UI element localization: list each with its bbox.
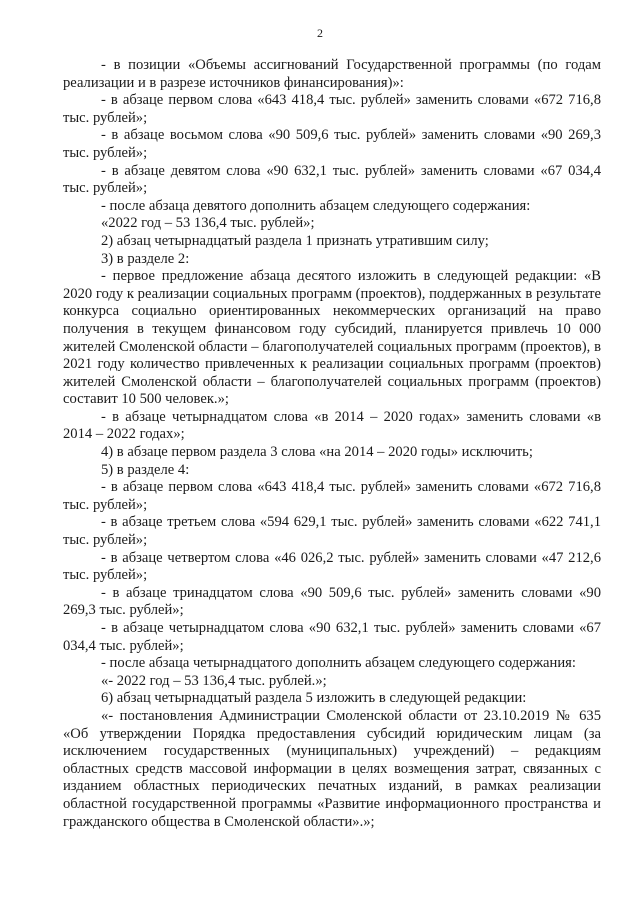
paragraph-20: 6) абзац четырнадцатый раздела 5 изложить в следующей редакции: bbox=[101, 690, 527, 707]
paragraph-6: «2022 год – 53 136,4 тыс. рублей»; bbox=[101, 215, 315, 232]
paragraph-7: 2) абзац четырнадцатый раздела 1 признать утратившим силу; bbox=[101, 232, 489, 249]
paragraph-13: - в абзаце первом слова «643 418,4 тыс. рублей» заменить словами «672 716,8 тыс. рублей»; bbox=[63, 479, 601, 513]
paragraph-17: - в абзаце четырнадцатом слова «90 632,1 тыс. рублей» заменить словами «67 034,4 тыс. рублей»; bbox=[63, 620, 601, 654]
paragraph-16: - в абзаце тринадцатом слова «90 509,6 тыс. рублей» заменить словами «90 269,3 тыс. рублей»; bbox=[63, 584, 601, 619]
paragraph-21: «- постановления Администрации Смоленской области от 23.10.2019 № 635 «Об утверждении Порядка предоставления субсидий юридическим лицам (за исключением государственных (муниципальных) учреждений) – редакциям областных средств массовой информации в целях возмещения затрат, связанных с изданием областных периодических печатных изданий, в рамках реализации областной государственной программы «Развитие информационного пространства и гражданского общества в Смоленской области».»; bbox=[63, 707, 601, 830]
document-body bbox=[63, 57, 601, 831]
paragraph-15: - в абзаце четвертом слова «46 026,2 тыс. рублей» заменить словами «47 212,6 тыс. рублей»; bbox=[63, 549, 601, 584]
paragraph-19: «- 2022 год – 53 136,4 тыс. рублей.»; bbox=[101, 672, 327, 689]
paragraph-9: - первое предложение абзаца десятого изложить в следующей редакции: «В 2020 году к реализации социальных программ (проектов), поддержанных в результате конкурса социально ориентированных некоммерческих организаций на право получения в текущем финансовом году субсидий, планируется привлечь 10 000 жителей Смоленской области – благополучателей социальных программ (проектов), в 2021 году количество привлеченных к реализации социальных программ (проектов) жителей Смоленской области – благополучателей социальных программ (проектов) составит 10 500 человек.»; bbox=[63, 268, 601, 408]
paragraph-3: - в абзаце восьмом слова «90 509,6 тыс. рублей» заменить словами «90 269,3 тыс. рублей»; bbox=[63, 127, 601, 161]
paragraph-14: - в абзаце третьем слова «594 629,1 тыс. рублей» заменить словами «622 741,1 тыс. рублей»; bbox=[63, 514, 601, 549]
paragraph-10: - в абзаце четырнадцатом слова «в 2014 – 2020 годах» заменить словами «в 2014 – 2022 годах»; bbox=[63, 408, 601, 443]
paragraph-5: - после абзаца девятого дополнить абзацем следующего содержания: bbox=[101, 197, 531, 214]
page-number: 2 bbox=[317, 26, 323, 40]
paragraph-2: - в абзаце первом слова «643 418,4 тыс. рублей» заменить словами «672 716,8 тыс. рублей»; bbox=[63, 92, 601, 126]
paragraph-8: 3) в разделе 2: bbox=[101, 250, 190, 267]
paragraph-11: 4) в абзаце первом раздела 3 слова «на 2014 – 2020 годы» исключить; bbox=[101, 444, 533, 461]
paragraph-18: - после абзаца четырнадцатого дополнить абзацем следующего содержания: bbox=[101, 655, 576, 672]
paragraph-1: - в позиции «Объемы ассигнований Государственной программы (по годам реализации и в разрезе источников финансирования)»: bbox=[63, 57, 601, 91]
paragraph-4: - в абзаце девятом слова «90 632,1 тыс. рублей» заменить словами «67 034,4 тыс. рублей»; bbox=[63, 162, 601, 197]
paragraph-12: 5) в разделе 4: bbox=[101, 461, 190, 478]
